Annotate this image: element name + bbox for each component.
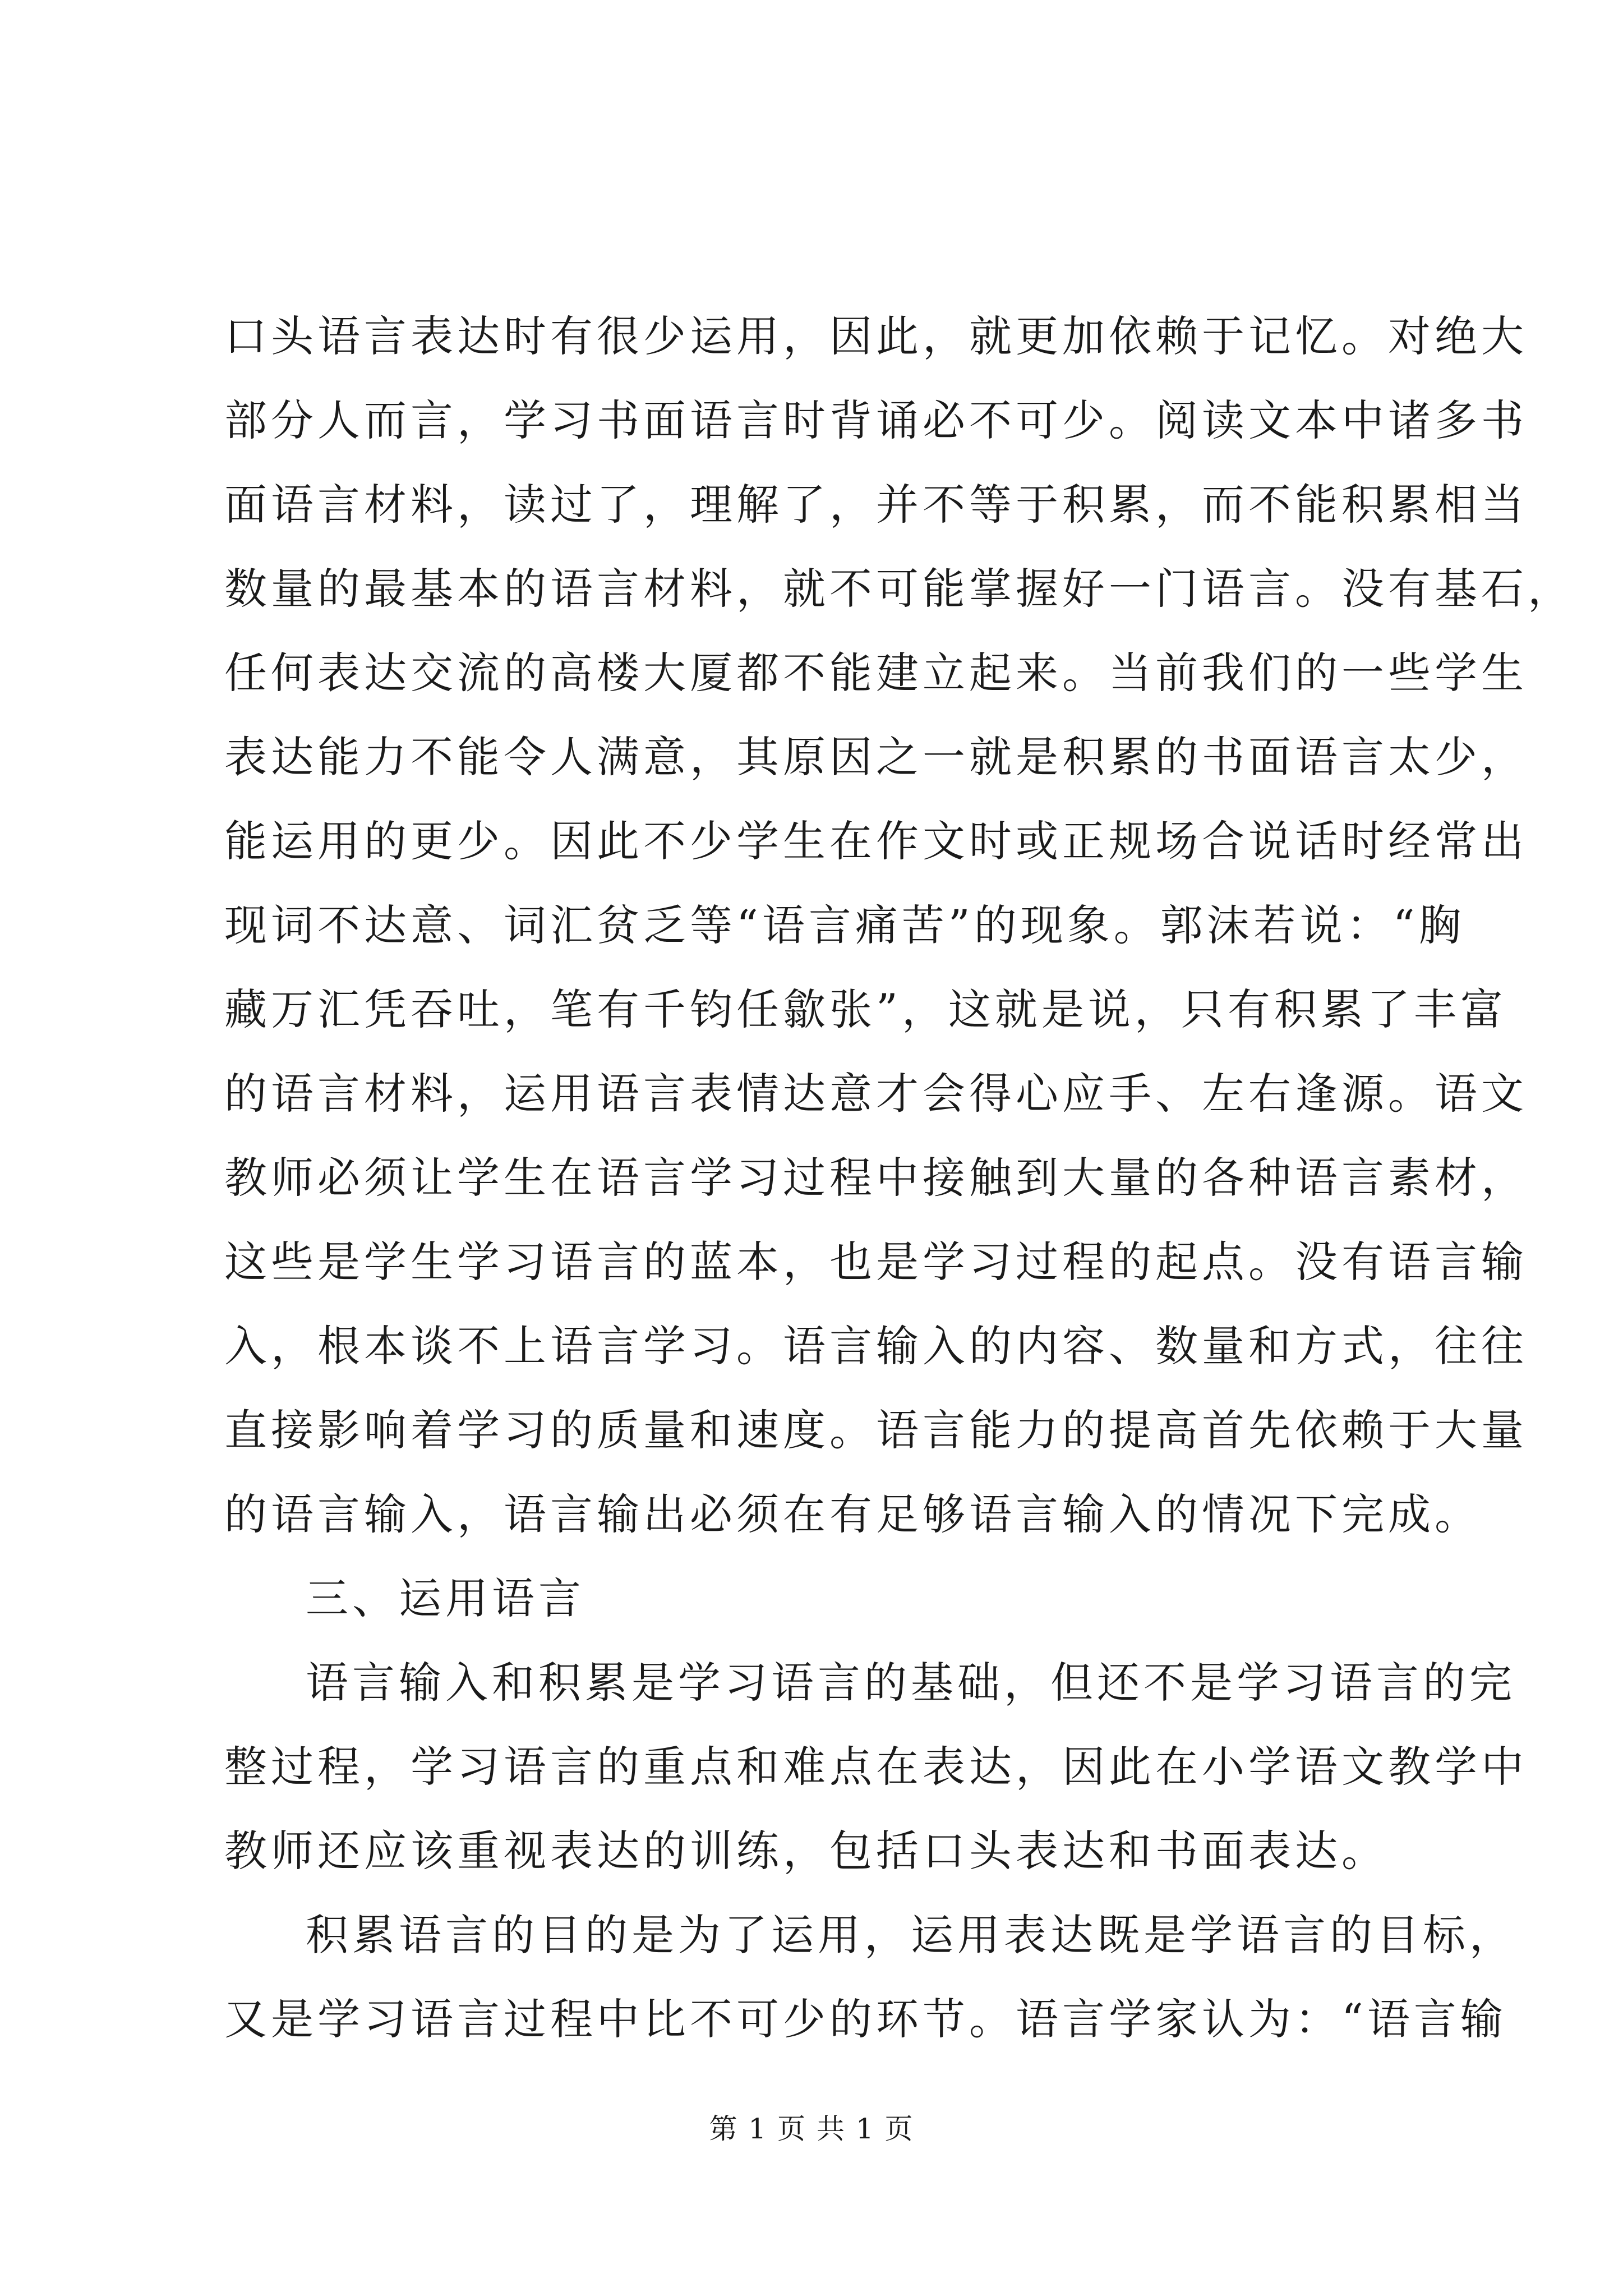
- text-line: 教师必须让学生在语言学习过程中接触到大量的各种语言素材，: [224, 1153, 1528, 1203]
- text-line: 这些是学生学习语言的蓝本，也是学习过程的起点。没有语言输: [224, 1237, 1528, 1287]
- text-line: 藏万汇凭吞吐，笔有千钧任歙张”，这就是说，只有积累了丰富: [224, 984, 1507, 1034]
- text-line: 面语言材料，读过了，理解了，并不等于积累，而不能积累相当: [224, 480, 1528, 530]
- paragraph-last-line: 的语言输入，语言输出必须在有足够语言输入的情况下完成。: [224, 1489, 1481, 1539]
- text-line: 数量的最基本的语言材料，就不可能掌握好一门语言。没有基石，: [224, 564, 1574, 614]
- section-heading: 三、运用语言: [306, 1573, 585, 1623]
- text-line: 整过程，学习语言的重点和难点在表达，因此在小学语文教学中: [224, 1742, 1528, 1792]
- text-line: 任何表达交流的高楼大厦都不能建立起来。当前我们的一些学生: [224, 648, 1528, 698]
- text-line: 的语言材料，运用语言表情达意才会得心应手、左右逢源。语文: [224, 1069, 1528, 1119]
- paragraph-first-line: 积累语言的目的是为了运用，运用表达既是学语言的目标，: [306, 1910, 1516, 1960]
- page-footer: 第 1 页 共 1 页: [709, 2113, 914, 2145]
- paragraph-first-line: 语言输入和积累是学习语言的基础，但还不是学习语言的完: [306, 1658, 1516, 1708]
- text-line: 入，根本谈不上语言学习。语言输入的内容、数量和方式，往往: [224, 1321, 1528, 1371]
- paragraph-last-line: 教师还应该重视表达的训练，包括口头表达和书面表达。: [224, 1826, 1388, 1876]
- text-line: 部分人而言，学习书面语言时背诵必不可少。阅读文本中诸多书: [224, 395, 1528, 445]
- text-line: 表达能力不能令人满意，其原因之一就是积累的书面语言太少，: [224, 732, 1528, 782]
- text-line: 口头语言表达时有很少运用，因此，就更加依赖于记忆。对绝大: [224, 311, 1528, 361]
- text-line: 又是学习语言过程中比不可少的环节。语言学家认为：“语言输: [224, 1994, 1507, 2044]
- text-line: 直接影响着学习的质量和速度。语言能力的提高首先依赖于大量: [224, 1405, 1528, 1455]
- text-line: 能运用的更少。因此不少学生在作文时或正规场合说话时经常出: [224, 816, 1528, 866]
- text-line: 现词不达意、词汇贫乏等“语言痛苦”的现象。郭沫若说：“胸: [224, 900, 1465, 950]
